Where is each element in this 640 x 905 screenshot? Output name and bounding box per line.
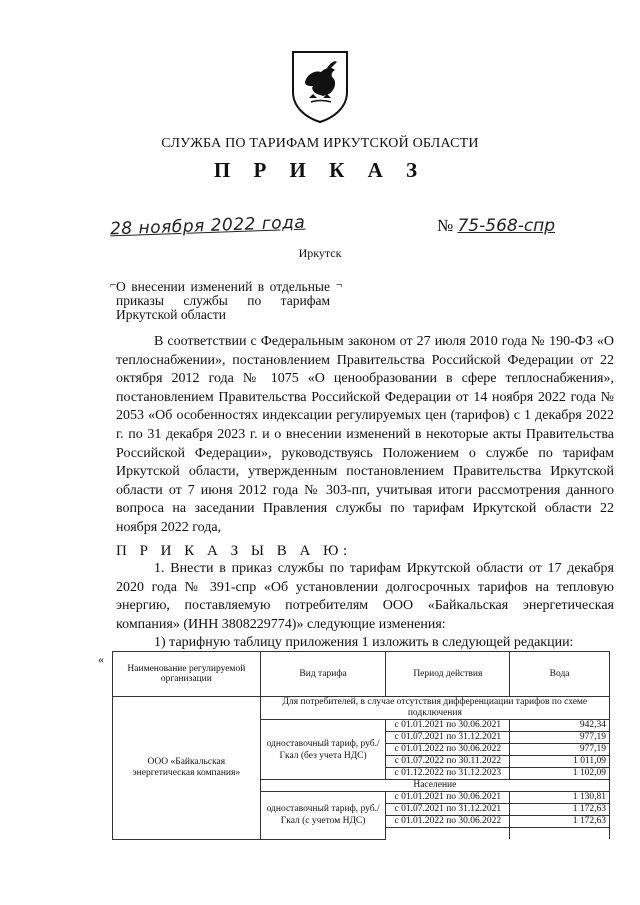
item-1-subitem: 1) тарифную таблицу приложения 1 изложить в следующей редакции: — [154, 635, 574, 651]
section-row — [113, 697, 610, 720]
value-cell — [510, 828, 610, 840]
org-name-cell: ООО «Байкальская энергетическая компания» — [113, 697, 261, 840]
period-cell: с 01.07.2022 по 30.11.2022 — [386, 756, 510, 768]
value-cell: 1 172,63 — [510, 804, 610, 816]
section-1-title: Для потребителей, в случае отсутствия дифференциации тарифов по схеме подключения — [260, 697, 609, 720]
item-1-block — [116, 560, 614, 653]
value-cell: 977,19 — [510, 744, 610, 756]
section-2-tariff-type: одноставочный тариф, руб./Гкал (с учетом НДС) — [260, 792, 386, 840]
period-cell — [386, 828, 510, 840]
number-sign: № — [437, 216, 454, 235]
preamble-block — [116, 333, 614, 538]
section-1-tariff-type: одноставочный тариф, руб./Гкал (без учета НДС) — [260, 720, 386, 780]
agency-name: СЛУЖБА ПО ТАРИФАМ ИРКУТСКОЙ ОБЛАСТИ — [161, 136, 479, 151]
order-word: П Р И К А З Ы В А Ю: — [116, 543, 352, 559]
preamble-paragraph: В соответствии с Федеральным законом от 27 июля 2010 года № 190-ФЗ «О теплоснабжении», постановлением Правительства Российской Федерации от 22 октября 2012 года № 1075 «О ценообразовании в сфере теплоснабжения», постановлением Правительства Российской Федерации от 14 ноября 2022 года № 2053 «Об особенностях индексации регулируемых цен (тарифов) с 1 декабря 2022 г. по 31 декабря 2023 г. и о внесении изменений в некоторые акты Правительства Российской Федерации», руководствуясь Положением о службе по тарифам Иркутской области, утвержденным постановлением Правительства Иркутской области от 7 июня 2012 года № 303-пп, учитывая итоги рассмотрения данного вопроса на заседании Правления службы по тарифам Иркутской области 22 ноября 2022 года, — [116, 334, 614, 535]
period-cell: с 01.07.2021 по 31.12.2021 — [386, 732, 510, 744]
item-1-paragraph: 1. Внести в приказ службы по тарифам Иркутской области от 17 декабря 2020 года № 391-спр «Об установлении долгосрочных тарифов на тепловую энергию, поставляемую потребителям ООО «Байкальская энергетическая компания» (ИНН 3808229774)» следующие изменения: — [116, 561, 614, 632]
value-cell: 1 011,09 — [510, 756, 610, 768]
period-cell: с 01.01.2021 по 30.06.2021 — [386, 720, 510, 732]
period-cell: с 01.07.2021 по 31.12.2021 — [386, 804, 510, 816]
order-number — [437, 216, 555, 236]
value-cell: 1 130,81 — [510, 792, 610, 804]
header-water: Вода — [510, 652, 610, 697]
period-cell: с 01.01.2022 по 30.06.2022 — [386, 816, 510, 828]
subject-bracket-left: ⌐ — [110, 279, 117, 291]
header-org: Наименование регулируемой организации — [113, 652, 261, 697]
handwritten-date: 28 ноября 2022 года — [109, 212, 306, 240]
tariff-table — [112, 651, 610, 840]
open-quote: « — [98, 652, 104, 666]
document-title: П Р И К А З — [213, 158, 427, 182]
value-cell: 977,19 — [510, 732, 610, 744]
header-period: Период действия — [386, 652, 510, 697]
period-cell: с 01.12.2022 по 31.12.2023 — [386, 768, 510, 780]
header-tariff-type: Вид тарифа — [260, 652, 386, 697]
value-cell: 1 172,63 — [510, 816, 610, 828]
coat-of-arms-emblem — [287, 48, 353, 124]
period-cell: с 01.01.2022 по 30.06.2022 — [386, 744, 510, 756]
table-header-row — [113, 652, 610, 697]
order-subject: О внесении изменений в отдельные приказы службы по тарифам Иркутской области — [116, 279, 330, 322]
handwritten-number: 75-568-спр — [457, 216, 556, 236]
value-cell: 942,34 — [510, 720, 610, 732]
city-name: Иркутск — [298, 246, 342, 260]
subject-bracket-right: ¬ — [336, 279, 343, 291]
value-cell: 1 102,09 — [510, 768, 610, 780]
period-cell: с 01.01.2021 по 30.06.2021 — [386, 792, 510, 804]
section-2-title: Население — [260, 780, 609, 792]
